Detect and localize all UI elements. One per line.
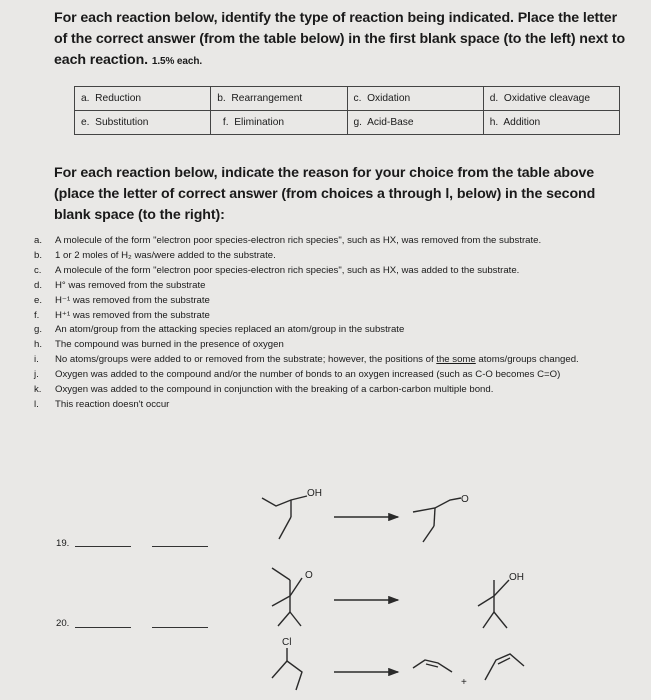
r19-product-label: O	[461, 494, 469, 505]
option-label: Rearrangement	[231, 93, 303, 104]
question-number: 19.	[56, 538, 70, 549]
reason-text: H⁺¹ was removed from the substrate	[55, 309, 210, 321]
reason-text: Oxygen was added to the compound in conjunction with the breaking of a carbon-carbon multiple bond.	[55, 384, 494, 396]
reason-text: Oxygen was added to the compound and/or the number of bonds to an oxygen increased (such as C-O becomes C=O)	[55, 369, 561, 381]
reason-text-part: No atoms/groups were added to or removed from the substrate; however, the positions of	[55, 354, 437, 366]
question-number: 20.	[56, 618, 70, 629]
part2-instructions: For each reaction below, indicate the reason for your choice from the table above (place the letter of correct answer (from choices a through l, below) in the second blank space (to the right):	[54, 165, 596, 223]
reason-letter: g.	[34, 324, 43, 336]
points-note: 1.5% each.	[151, 56, 203, 67]
reason-letter: e.	[34, 294, 43, 306]
r19-product-chain	[434, 508, 435, 526]
option-letter: f.	[222, 117, 229, 128]
reason-letter: f.	[34, 309, 40, 321]
option-letter: e.	[81, 117, 90, 128]
option-letter: a.	[81, 93, 90, 104]
reason-text: An atom/group from the attacking species replaced an atom/group in the substrate	[55, 324, 405, 336]
option-label: Addition	[503, 117, 541, 128]
reaction-21	[272, 637, 524, 690]
option-label: Substitution	[95, 117, 149, 128]
reason-letter: j.	[34, 369, 39, 381]
r19-reactant-label: OH	[307, 488, 322, 499]
r20-reactant-branch	[272, 596, 290, 606]
r20-product-branch	[483, 612, 494, 628]
r20-product-branch	[494, 580, 509, 596]
option-letter: b.	[217, 93, 226, 104]
r20-reactant-branch	[290, 612, 301, 626]
reason-text: A molecule of the form "electron poor species-electron rich species", such as HX, was removed from the substrate.	[55, 235, 542, 246]
reaction-19	[262, 488, 469, 542]
r21-product2-skeleton	[485, 654, 524, 680]
reason-letter: i.	[34, 354, 39, 366]
option-label: Oxidative cleavage	[503, 93, 590, 104]
part1-text: For each reaction below, identify the type of reaction being indicated. Place the letter of the correct answer (from the table below) in the first blank space (to the left) next to each reaction.	[54, 10, 626, 68]
option-label: Reduction	[95, 93, 142, 104]
reason-text: 1 or 2 moles of H₂ was/were added to the substrate.	[55, 249, 276, 261]
option-label: Acid-Base	[367, 117, 414, 128]
option-letter: g.	[353, 117, 362, 128]
reason-underlined-text: the some	[436, 354, 476, 366]
reaction-20	[272, 568, 524, 628]
reason-text: The compound was burned in the presence of oxygen	[55, 339, 284, 351]
reason-text: This reaction doesn't occur	[55, 399, 170, 411]
reason-text: H⁻¹ was removed from the substrate	[55, 294, 210, 306]
r19-product-chain	[423, 526, 434, 542]
reason-letter: c.	[34, 264, 42, 276]
r20-product-label: OH	[509, 572, 524, 583]
reason-text: A molecule of the form "electron poor species-electron rich species", such as HX, was added to the substrate.	[55, 264, 520, 276]
reason-letter: b.	[34, 249, 43, 261]
option-letter: h.	[489, 117, 499, 128]
r21-plus-sign: +	[461, 677, 467, 688]
r20-product-branch	[478, 596, 494, 606]
reason-letter: k.	[34, 384, 42, 396]
r21-reactant-label: Cl	[282, 637, 292, 648]
option-letter: d.	[489, 93, 499, 104]
reason-letter: l.	[34, 399, 39, 411]
r20-reactant-branch	[272, 568, 290, 580]
reason-letter: d.	[34, 279, 43, 291]
reason-text: H° was removed from the substrate	[55, 279, 206, 291]
r19-product-skeleton	[413, 498, 461, 512]
r20-reactant-label: O	[305, 570, 313, 581]
r19-reactant-skeleton	[262, 496, 307, 506]
reason-letter: a.	[34, 235, 43, 246]
r21-reactant-skeleton	[272, 661, 302, 690]
r20-reactant-branch	[278, 612, 290, 626]
r20-product-branch	[494, 612, 507, 628]
reason-text-part: atoms/groups changed.	[475, 354, 579, 366]
r19-reactant-chain	[279, 517, 291, 539]
r20-reactant-branch	[290, 578, 302, 596]
option-label: Elimination	[234, 117, 285, 128]
reason-letter: h.	[34, 339, 43, 351]
option-label: Oxidation	[367, 93, 411, 104]
option-letter: c.	[353, 93, 362, 104]
r21-product1-double-bond	[426, 664, 438, 667]
